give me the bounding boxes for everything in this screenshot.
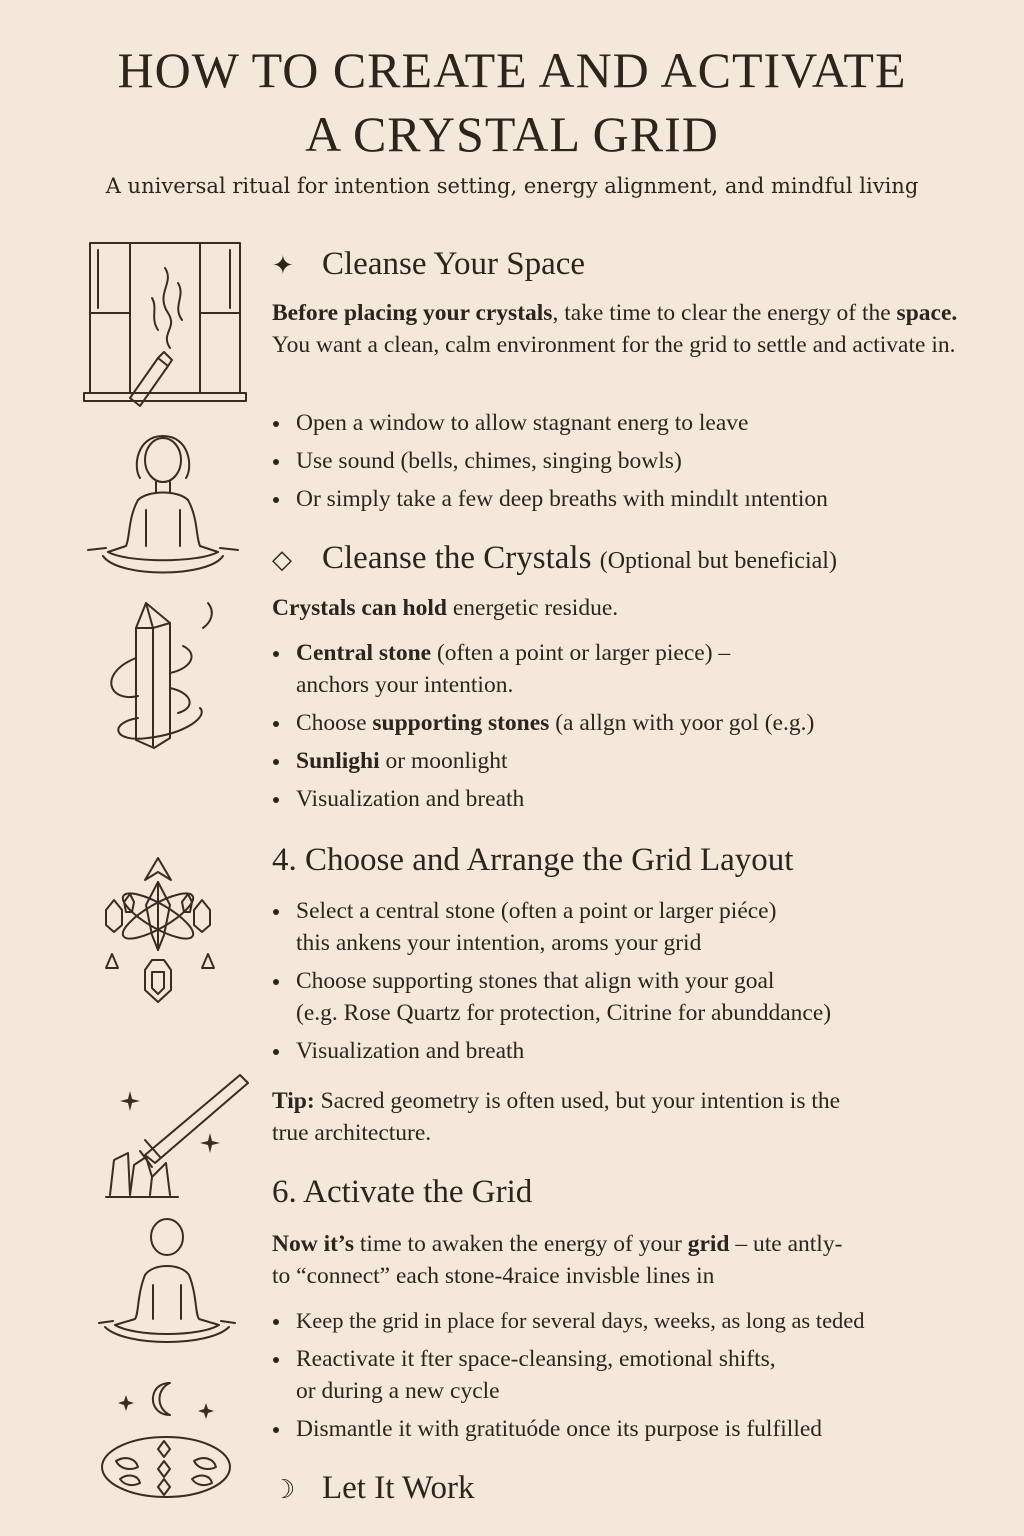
activate-paragraph (272, 1228, 972, 1292)
section-heading-cleanse-space (272, 246, 585, 283)
list-item: Or simply take a few deep breaths with mindılt ıntention (272, 483, 992, 515)
section-heading-cleanse-crystals (272, 540, 837, 577)
item-text: (a allgn with yoor gol (e.g.) (549, 710, 815, 736)
list-item (272, 783, 992, 815)
list-item: Reactivate it fter space-cleansing, emotional shifts, or during a new cycle (272, 1343, 992, 1407)
diamond-icon: ◇ (272, 545, 292, 574)
bold-text: Central stone (296, 640, 432, 666)
list-item: Dismantle it with gratituóde once its purpose is fulfilled (272, 1413, 992, 1445)
list-item: Visualization and breath (272, 1035, 992, 1067)
section-heading-grid-layout (272, 842, 793, 879)
item-text: Visualization and breath (296, 786, 525, 812)
item-text: (often a point or larger piece) – anchors your intention. (296, 640, 731, 698)
list-item: Open a window to allow stagnant energ to leave (272, 407, 992, 439)
list-item (272, 637, 992, 701)
para-bold: Before placing your crystals (272, 300, 553, 326)
para-text: , take time to clear the energy of the (552, 300, 897, 326)
heading-note: (Optional but beneficial) (599, 548, 837, 574)
tip-note (272, 1085, 962, 1149)
cleanse-crystals-paragraph (272, 592, 972, 624)
bold-text: Sunlighi (296, 748, 380, 774)
title-line-2: A CRYSTAL GRID (305, 106, 719, 162)
para-bold: Now it’s (272, 1231, 355, 1257)
cleanse-space-list (272, 407, 992, 521)
heading-text: Cleanse Your Space (322, 246, 586, 282)
tip-label: Tip: (272, 1088, 315, 1114)
activate-list (272, 1305, 992, 1451)
list-item: Use sound (bells, chimes, singing bowls) (272, 445, 992, 477)
crystal-grid-layout-icon (98, 850, 233, 1015)
para-text: energetic residue. (446, 595, 619, 621)
section-heading-activate (272, 1174, 532, 1211)
para-text: time to awaken the energy of your (354, 1231, 688, 1257)
heading-text: 4. Choose and Arrange the Grid Layout (272, 842, 794, 878)
title-line-1: HOW TO CREATE AND ACTIVATE (117, 42, 907, 98)
tip-text: Sacred geometry is often used, but your intention is the true architecture. (272, 1088, 841, 1146)
list-item: Keep the grid in place for several days, weeks, as long as teded (272, 1305, 992, 1337)
list-item (272, 745, 992, 777)
meditating-woman-icon (78, 428, 248, 583)
heading-text: Cleanse the Crystals (322, 540, 592, 576)
meditating-person-icon (95, 1215, 240, 1355)
heading-text: 6. Activate the Grid (272, 1174, 533, 1210)
sparkle-icon: ✦ (272, 251, 294, 280)
grid-layout-list (272, 895, 992, 1073)
crystal-point-swirl-icon (98, 598, 228, 768)
item-text: or moonlight (379, 748, 508, 774)
item-text: Choose (296, 710, 373, 736)
list-item (272, 707, 992, 739)
moon-stars-grid-icon (98, 1375, 238, 1505)
illustration-column (0, 0, 260, 1536)
section-heading-let-it-work (272, 1470, 475, 1507)
bold-text: supporting stones (372, 710, 550, 736)
wand-crystal-sparkle-icon (100, 1065, 250, 1205)
list-item: Choose supporting stones that align with your goal (e.g. Rose Quartz for protection, Citrine for abunddance) (272, 965, 992, 1029)
crescent-moon-icon: ☽ (272, 1475, 296, 1504)
heading-text: Let It Work (322, 1470, 475, 1506)
para-bold: space. (896, 300, 958, 326)
para-bold: Crystals can hold (272, 595, 447, 621)
page-subtitle: A universal ritual for intention setting, energy alignment, and mindful living (105, 174, 919, 198)
window-smudge-stick-icon (80, 238, 250, 413)
para-text: – ute antly- to “connect” each stone-4raice invisble lines in (272, 1231, 843, 1289)
para-bold: grid (687, 1231, 730, 1257)
para-text: You want a clean, calm environment for the grid to settle and activate in. (272, 332, 956, 358)
cleanse-crystals-list (272, 637, 992, 821)
list-item: Select a central stone (often a point or larger piéce) this ankens your intention, aroms your grid (272, 895, 992, 959)
cleanse-space-paragraph (272, 297, 972, 361)
